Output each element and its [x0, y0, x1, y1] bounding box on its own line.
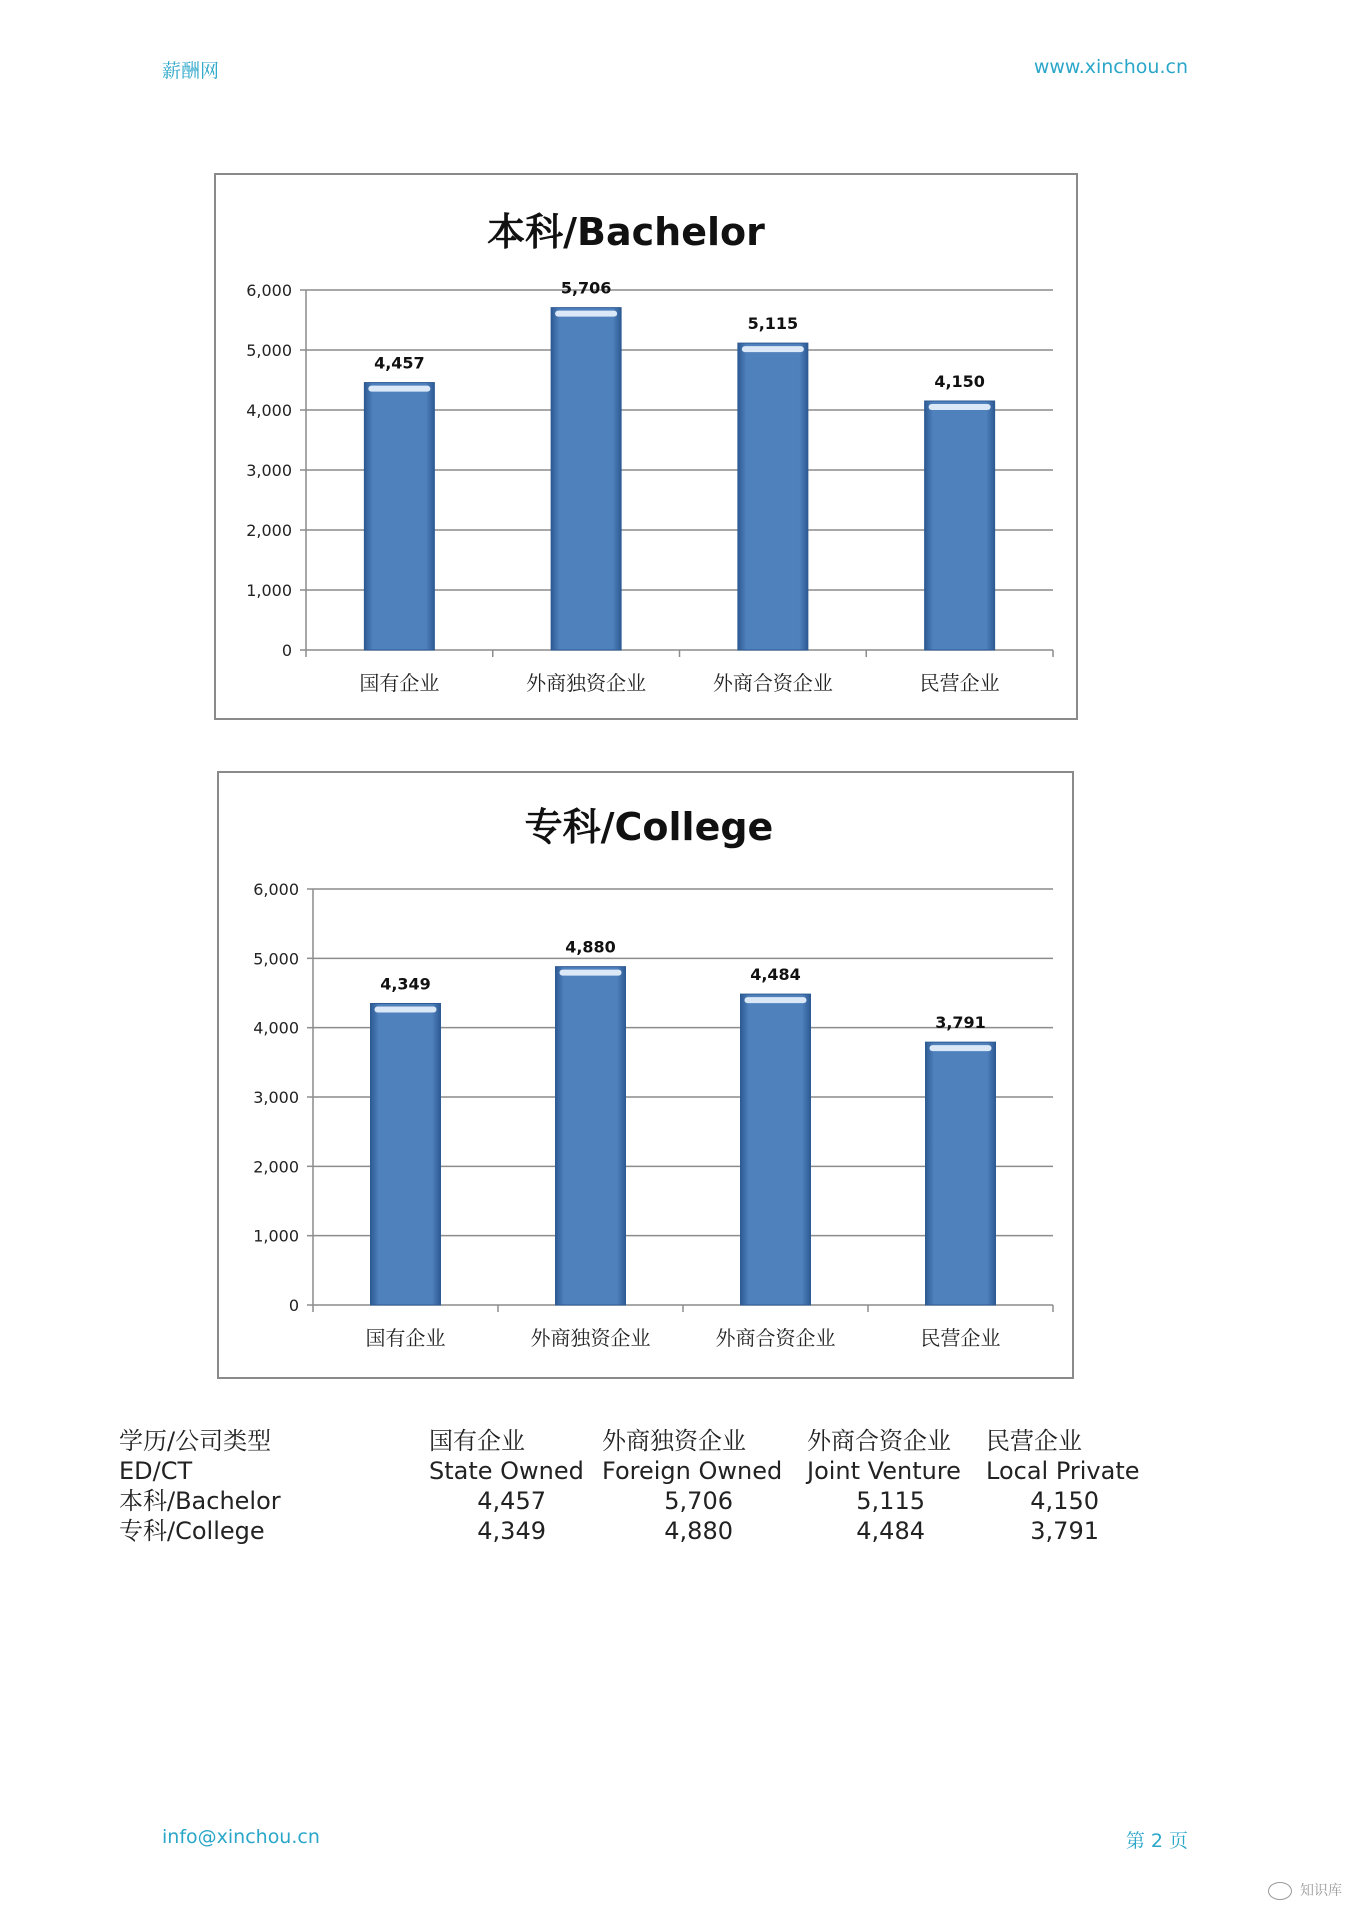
y-tick-label: 2,000 — [246, 521, 292, 540]
data-label: 4,349 — [380, 974, 431, 994]
data-label: 4,457 — [374, 353, 425, 373]
bar — [371, 1003, 441, 1305]
page-number: 第 2 页 — [1125, 1830, 1188, 1852]
table-row-label: 本科/Bachelor — [119, 1487, 281, 1515]
bar — [925, 401, 995, 650]
y-tick-label: 0 — [281, 641, 292, 660]
contact-email[interactable]: info@xinchou.cn — [162, 1826, 320, 1848]
category-label: 外商独资企业 — [530, 1326, 651, 1350]
bar — [556, 967, 626, 1305]
table-cell: 4,349 — [477, 1517, 546, 1545]
table-header-cell: 外商独资企业 — [602, 1427, 746, 1455]
bar-highlight — [555, 311, 617, 317]
table-header-cell: 国有企业 — [429, 1427, 525, 1455]
y-tick-label: 2,000 — [253, 1157, 299, 1177]
watermark — [1268, 1880, 1342, 1900]
bachelor-chart — [214, 173, 1078, 720]
bar-highlight — [368, 386, 430, 392]
bar-highlight — [375, 1006, 437, 1012]
bar-highlight — [930, 1045, 992, 1051]
y-tick-label: 3,000 — [246, 461, 292, 480]
y-tick-label: 6,000 — [246, 281, 292, 300]
wechat-icon — [1268, 1882, 1292, 1900]
y-tick-label: 0 — [288, 1296, 299, 1315]
y-tick-label: 1,000 — [253, 1226, 299, 1246]
category-label: 外商合资企业 — [712, 671, 833, 695]
y-tick-label: 3,000 — [253, 1088, 299, 1107]
category-label: 国有企业 — [365, 1326, 446, 1350]
table-row-label: 专科/College — [119, 1517, 265, 1545]
bar — [741, 994, 811, 1305]
data-label: 4,484 — [750, 965, 801, 985]
bar — [551, 308, 621, 650]
table-header-cell: State Owned — [429, 1457, 584, 1485]
table-cell: 4,150 — [1030, 1487, 1099, 1515]
watermark-text: 知识库 — [1300, 1883, 1342, 1899]
bachelor-chart-svg — [216, 175, 1076, 718]
table-cell: 4,484 — [856, 1517, 925, 1545]
data-label: 5,115 — [747, 314, 799, 334]
y-tick-label: 4,000 — [253, 1018, 299, 1038]
bar-highlight — [742, 346, 804, 352]
category-label: 民营企业 — [920, 1326, 1001, 1350]
bar — [738, 343, 808, 650]
brand-name: 薪酬网 — [162, 60, 220, 82]
college-chart-svg — [219, 773, 1072, 1377]
table-header-cell: ED/CT — [119, 1457, 193, 1485]
data-label: 5,706 — [560, 278, 612, 298]
data-label: 3,791 — [935, 1013, 986, 1033]
bar-highlight — [560, 970, 622, 976]
data-label: 4,150 — [934, 372, 985, 391]
bar-highlight — [929, 404, 991, 410]
table-header-cell: Joint Venture — [807, 1457, 961, 1485]
chart-title: 专科/College — [524, 805, 774, 849]
category-label: 国有企业 — [359, 671, 440, 695]
table-header-cell: Local Private — [986, 1457, 1140, 1485]
table-header-cell: 外商合资企业 — [807, 1427, 951, 1455]
table-cell: 3,791 — [1030, 1517, 1099, 1545]
table-header-cell: 学历/公司类型 — [119, 1427, 272, 1455]
college-chart — [217, 771, 1074, 1379]
y-tick-label: 6,000 — [253, 880, 299, 899]
table-cell: 4,880 — [664, 1517, 733, 1545]
table-header-cell: 民营企业 — [986, 1427, 1082, 1455]
y-tick-label: 1,000 — [246, 581, 292, 600]
chart-title: 本科/Bachelor — [487, 210, 765, 254]
table-cell: 5,706 — [664, 1487, 733, 1515]
category-label: 外商合资企业 — [715, 1326, 836, 1350]
bar — [364, 383, 434, 650]
table-header-cell: Foreign Owned — [602, 1457, 783, 1485]
table-cell: 5,115 — [856, 1487, 925, 1515]
table-cell: 4,457 — [477, 1487, 546, 1515]
bar — [926, 1042, 996, 1305]
category-label: 外商独资企业 — [526, 671, 647, 695]
bar-highlight — [745, 997, 807, 1003]
y-tick-label: 5,000 — [246, 341, 292, 360]
y-tick-label: 5,000 — [253, 949, 299, 969]
data-label: 4,880 — [565, 937, 616, 957]
site-url[interactable]: www.xinchou.cn — [1033, 56, 1188, 78]
category-label: 民营企业 — [919, 671, 1000, 695]
y-tick-label: 4,000 — [246, 401, 292, 420]
